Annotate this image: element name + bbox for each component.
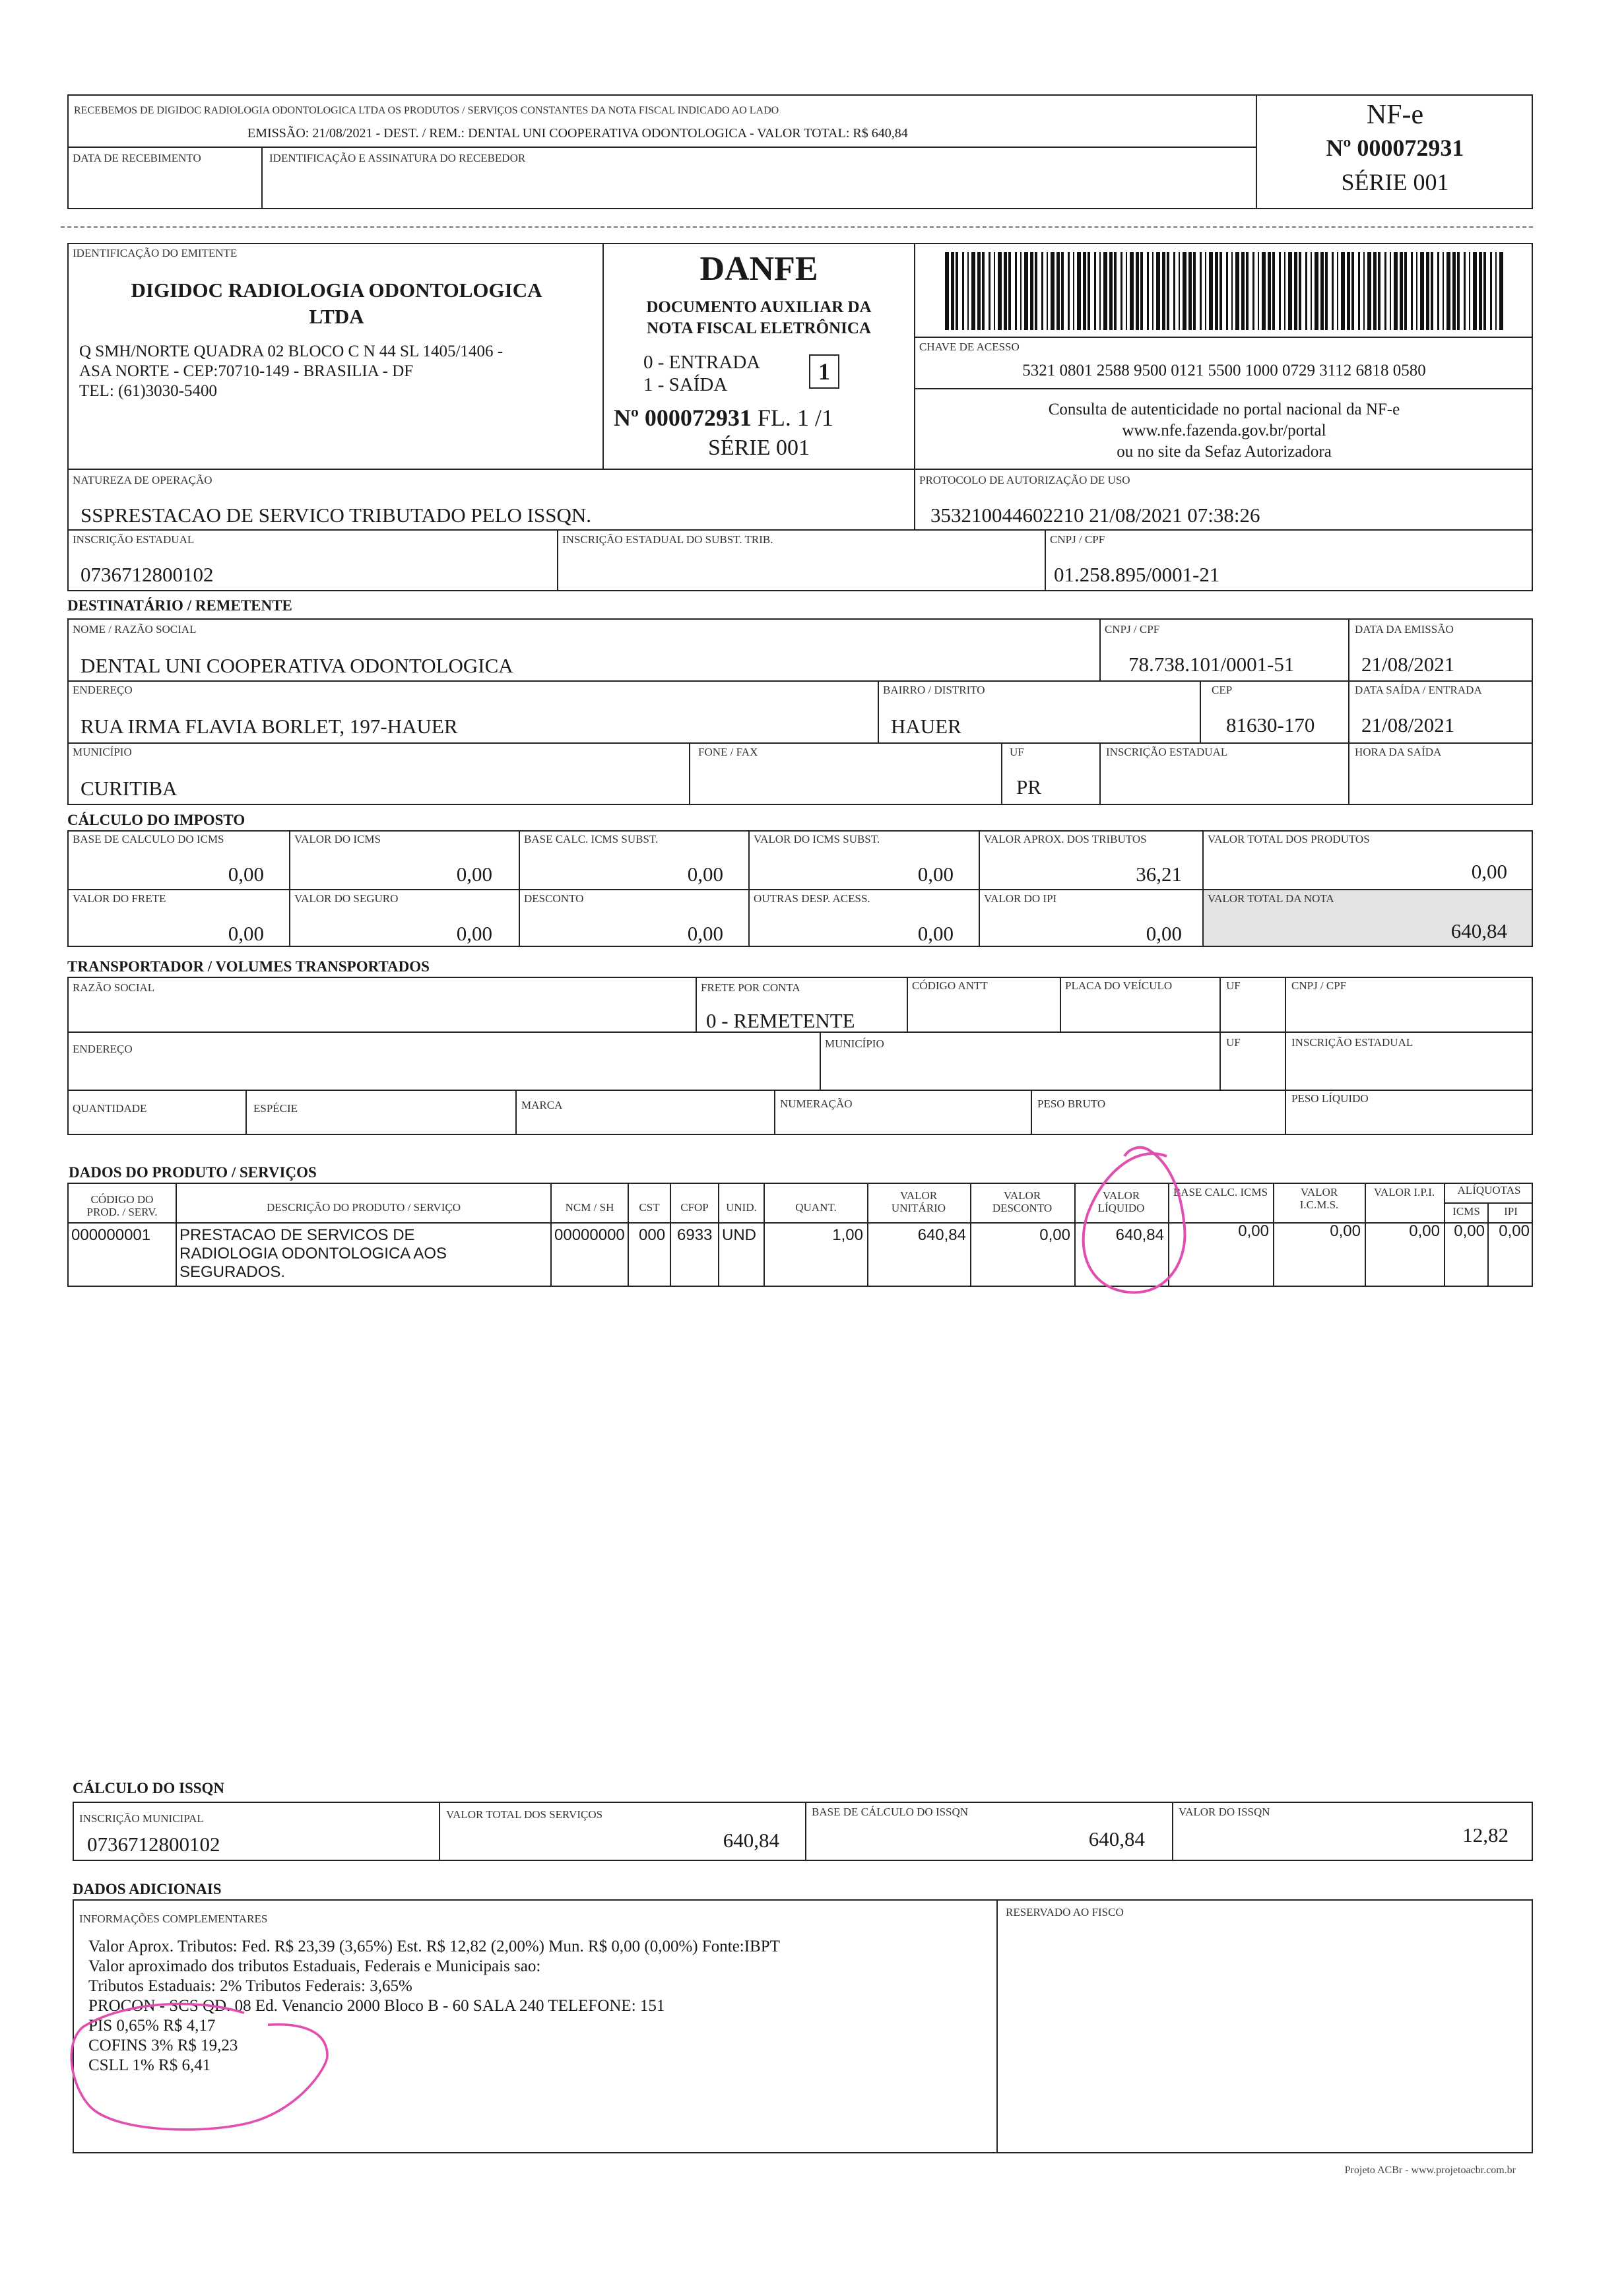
barcode-bar <box>1404 252 1407 330</box>
barcode-bar <box>945 252 949 330</box>
barcode-bar <box>956 252 958 330</box>
barcode-bar <box>1068 252 1070 330</box>
barcode-bar <box>982 252 985 330</box>
th-unitario: VALOR UNITÁRIO <box>891 1189 946 1214</box>
barcode-bar <box>1347 252 1350 330</box>
barcode-bar <box>994 252 995 330</box>
valor-icms-label: VALOR DO ICMS <box>294 833 381 845</box>
barcode-bar <box>1373 252 1377 330</box>
entrada-saida: 0 - ENTRADA 1 - SAÍDA <box>643 352 761 395</box>
transportador-section: TRANSPORTADOR / VOLUMES TRANSPORTADOS <box>67 958 430 975</box>
barcode-bar <box>1431 252 1433 330</box>
barcode-bar <box>1156 252 1160 330</box>
danfe-subtitle: DOCUMENTO AUXILIAR DA NOTA FISCAL ELETRÔNICA <box>646 298 872 337</box>
dest-bairro-label: BAIRRO / DISTRITO <box>883 684 985 696</box>
imposto-section: CÁLCULO DO IMPOSTO <box>67 812 245 828</box>
dest-cep: 81630-170 <box>1226 713 1315 736</box>
ipi-label: VALOR DO IPI <box>984 892 1057 905</box>
barcode-bar <box>1479 252 1482 330</box>
item-liquido: 640,84 <box>1115 1226 1164 1244</box>
item-desconto: 0,00 <box>1039 1226 1070 1244</box>
barcode-bar <box>1109 252 1113 330</box>
th-cst: CST <box>639 1201 660 1214</box>
tipo-operacao-box: 1 <box>809 354 839 389</box>
protocolo-value: 353210044602210 21/08/2021 07:38:26 <box>930 504 1260 527</box>
cut-line <box>61 226 1533 228</box>
barcode-bar <box>1061 252 1064 330</box>
emitente-name: DIGIDOC RADIOLOGIA ODONTOLOGICA LTDA <box>131 278 542 328</box>
barcode-bar <box>971 252 975 330</box>
nfe-serie: SÉRIE 001 <box>1341 169 1449 195</box>
barcode-bar <box>1363 252 1365 330</box>
barcode-bar <box>1130 252 1134 330</box>
barcode-bar <box>1469 252 1470 330</box>
issqn-section: CÁLCULO DO ISSQN <box>73 1780 225 1796</box>
assinatura-label: IDENTIFICAÇÃO E ASSINATURA DO RECEBEDOR <box>269 152 526 164</box>
barcode-bar <box>1311 252 1312 330</box>
barcode-bar <box>1268 252 1271 330</box>
valor-icms-value: 0,00 <box>456 863 492 886</box>
emitente-address: Q SMH/NORTE QUADRA 02 BLOCO C N 44 SL 1405/1406 - ASA NORTE - CEP:70710-149 - BRASILIA - DF TEL: (61)3030-5400 <box>79 343 503 400</box>
dest-endereco: RUA IRMA FLAVIA BORLET, 197-HAUER <box>81 715 458 738</box>
dest-hora-label: HORA DA SAÍDA <box>1355 746 1442 758</box>
dest-nome-label: NOME / RAZÃO SOCIAL <box>73 623 197 636</box>
outras-label: OUTRAS DESP. ACESS. <box>754 892 870 905</box>
base-st-label: BASE CALC. ICMS SUBST. <box>524 833 659 845</box>
adicionais-section: DADOS ADICIONAIS <box>73 1881 222 1897</box>
barcode-bar <box>1378 252 1380 330</box>
th-codigo: CÓDIGO DO PROD. / SERV. <box>86 1193 158 1218</box>
barcode-bar <box>1200 252 1202 330</box>
barcode-bar <box>1140 252 1143 330</box>
transp-placa-label: PLACA DO VEÍCULO <box>1065 979 1173 992</box>
barcode-bar <box>1416 252 1417 330</box>
barcode-bar <box>1443 252 1444 330</box>
barcode-bar <box>1047 252 1048 330</box>
nfe-numero: Nº 000072931 <box>1326 135 1464 161</box>
barcode-bar <box>1077 252 1081 330</box>
frete-label: VALOR DO FRETE <box>73 892 166 905</box>
barcode-bar <box>1258 252 1259 330</box>
barcode-bar <box>1367 252 1371 330</box>
item-vicms: 0,00 <box>1330 1222 1361 1240</box>
dest-bairro: HAUER <box>891 715 961 738</box>
dest-cep-label: CEP <box>1212 684 1233 696</box>
barcode-bar <box>1173 252 1175 330</box>
th-vicms: VALOR I.C.M.S. <box>1299 1186 1339 1211</box>
canhoto-emissao: EMISSÃO: 21/08/2021 - DEST. / REM.: DENTAL UNI COOPERATIVA ODONTOLOGICA - VALOR TOTAL: R$ 640,84 <box>247 126 908 141</box>
transp-peso-liquido-label: PESO LÍQUIDO <box>1291 1092 1369 1105</box>
barcode-bar <box>1152 252 1153 330</box>
barcode-bar <box>1390 252 1391 330</box>
outras-value: 0,00 <box>917 922 954 945</box>
item-ncm: 00000000 <box>554 1226 625 1244</box>
dest-endereco-label: ENDEREÇO <box>73 684 133 696</box>
barcode-bar <box>1490 252 1492 330</box>
transp-municipio-label: MUNICÍPIO <box>825 1037 884 1050</box>
destinatario-section: DESTINATÁRIO / REMETENTE <box>67 597 292 614</box>
seguro-label: VALOR DO SEGURO <box>294 892 399 905</box>
base-icms-value: 0,00 <box>228 863 264 886</box>
barcode-bar <box>1495 252 1497 330</box>
issqn-im: 0736712800102 <box>87 1833 220 1856</box>
barcode-bar <box>1083 252 1086 330</box>
data-recebimento-label: DATA DE RECEBIMENTO <box>73 152 201 164</box>
barcode-bar <box>1252 252 1254 330</box>
base-st-value: 0,00 <box>687 863 723 886</box>
barcode-bar <box>1179 252 1180 330</box>
barcode-bar <box>1305 252 1307 330</box>
issqn-valor-label: VALOR DO ISSQN <box>1179 1806 1270 1818</box>
chave-label: CHAVE DE ACESSO <box>919 341 1020 353</box>
cnpj-value: 01.258.895/0001-21 <box>1054 563 1220 586</box>
canhoto-text: RECEBEMOS DE DIGIDOC RADIOLOGIA ODONTOLOGICA LTDA OS PRODUTOS / SERVIÇOS CONSTANTES DA NOTA FISCAL INDICADO AO LADO <box>74 105 779 116</box>
barcode-bar <box>1483 252 1486 330</box>
aprox-tributos-value: 36,21 <box>1136 863 1182 886</box>
consulta-text: Consulta de autenticidade no portal nacional da NF-e www.nfe.fazenda.gov.br/portal ou no site da Sefaz Autorizadora <box>1048 401 1400 461</box>
dest-nome: DENTAL UNI COOPERATIVA ODONTOLOGICA <box>81 654 513 677</box>
barcode-bar <box>962 252 964 330</box>
barcode-bar <box>1188 252 1192 330</box>
ipi-value: 0,00 <box>1146 922 1182 945</box>
th-aliquotas: ALÍQUOTAS <box>1457 1184 1521 1196</box>
transp-uf-label: UF <box>1226 979 1241 992</box>
barcode-bar <box>1024 252 1028 330</box>
footer-credit: Projeto ACBr - www.projetoacbr.com.br <box>1344 2165 1516 2176</box>
barcode-bar <box>1235 252 1239 330</box>
nfe-label: NF-e <box>1366 100 1424 130</box>
issqn-base: 640,84 <box>1088 1827 1145 1850</box>
barcode-bar <box>1041 252 1043 330</box>
barcode <box>945 252 1506 330</box>
barcode-bar <box>1284 252 1285 330</box>
dest-cnpj-label: CNPJ / CPF <box>1105 623 1160 636</box>
desconto-label: DESCONTO <box>524 892 584 905</box>
barcode-bar <box>1099 252 1101 330</box>
frete-value: 0,00 <box>228 922 264 945</box>
ie-label: INSCRIÇÃO ESTADUAL <box>73 533 195 546</box>
barcode-bar <box>1004 252 1007 330</box>
item-aliq-ipi: 0,00 <box>1499 1222 1530 1240</box>
barcode-bar <box>1205 252 1206 330</box>
th-desconto: VALOR DESCONTO <box>992 1189 1053 1214</box>
issqn-valor: 12,82 <box>1462 1823 1509 1847</box>
barcode-bar <box>1167 252 1169 330</box>
barcode-bar <box>1056 252 1060 330</box>
ie-st-label: INSCRIÇÃO ESTADUAL DO SUBST. TRIB. <box>562 533 773 546</box>
dest-ie-label: INSCRIÇÃO ESTADUAL <box>1106 746 1228 758</box>
barcode-bar <box>967 252 969 330</box>
transp-numeracao-label: NUMERAÇÃO <box>780 1097 853 1110</box>
barcode-bar <box>1400 252 1403 330</box>
barcode-bar <box>1008 252 1011 330</box>
transp-peso-bruto-label: PESO BRUTO <box>1037 1097 1106 1110</box>
th-unid: UNID. <box>726 1201 757 1214</box>
th-cfop: CFOP <box>680 1201 709 1214</box>
dest-saida: 21/08/2021 <box>1361 713 1455 736</box>
barcode-bar <box>1193 252 1196 330</box>
natureza-value: SSPRESTACAO DE SERVICO TRIBUTADO PELO ISSQN. <box>81 504 591 527</box>
barcode-bar <box>989 252 991 330</box>
base-icms-label: BASE DE CALCULO DO ICMS <box>73 833 224 845</box>
dest-emissao: 21/08/2021 <box>1361 653 1455 676</box>
valor-st-label: VALOR DO ICMS SUBST. <box>754 833 880 845</box>
transp-cnpj-label: CNPJ / CPF <box>1291 979 1347 992</box>
issqn-total: 640,84 <box>723 1829 779 1852</box>
barcode-bar <box>1299 252 1301 330</box>
dest-saida-label: DATA SAÍDA / ENTRADA <box>1355 684 1482 696</box>
barcode-bar <box>1226 252 1228 330</box>
item-quant: 1,00 <box>832 1226 863 1244</box>
barcode-bar <box>1073 252 1074 330</box>
barcode-bar <box>1384 252 1386 330</box>
barcode-bar <box>1394 252 1398 330</box>
produtos-section: DADOS DO PRODUTO / SERVIÇOS <box>69 1164 317 1181</box>
issqn-im-label: INSCRIÇÃO MUNICIPAL <box>79 1812 204 1825</box>
barcode-bar <box>1262 252 1266 330</box>
transp-especie-label: ESPÉCIE <box>253 1102 298 1115</box>
dest-uf-label: UF <box>1010 746 1024 758</box>
total-nota-label: VALOR TOTAL DA NOTA <box>1208 892 1334 905</box>
destinatario-box <box>67 618 1533 805</box>
barcode-bar <box>1426 252 1429 330</box>
barcode-bar <box>1294 252 1297 330</box>
barcode-bar <box>951 252 954 330</box>
total-produtos-value: 0,00 <box>1471 860 1507 883</box>
transp-razao-label: RAZÃO SOCIAL <box>73 981 155 994</box>
transp-marca-label: MARCA <box>521 1099 563 1111</box>
total-produtos-label: VALOR TOTAL DOS PRODUTOS <box>1208 833 1370 845</box>
item-vipi: 0,00 <box>1409 1222 1440 1240</box>
dest-cnpj: 78.738.101/0001-51 <box>1128 653 1295 676</box>
transp-antt-label: CÓDIGO ANTT <box>912 979 988 992</box>
barcode-bar <box>1231 252 1233 330</box>
barcode-bar <box>998 252 1002 330</box>
th-descricao: DESCRIÇÃO DO PRODUTO / SERVIÇO <box>267 1201 461 1214</box>
danfe-serie: SÉRIE 001 <box>708 436 810 460</box>
barcode-bar <box>1051 252 1055 330</box>
danfe-title: DANFE <box>699 250 818 288</box>
barcode-bar <box>1147 252 1149 330</box>
th-liquido: VALOR LÍQUIDO <box>1097 1189 1145 1214</box>
reservado-fisco-label: RESERVADO AO FISCO <box>1006 1906 1124 1918</box>
barcode-bar <box>1473 252 1477 330</box>
item-cfop: 6933 <box>677 1226 713 1244</box>
info-complementares-text: Valor Aprox. Tributos: Fed. R$ 23,39 (3,65%) Est. R$ 12,82 (2,00%) Mun. R$ 0,00 (0,00%) Fonte:IBPT Valor aproximado dos tributos Estaduais, Federais e Municipais sao: Tributos Estaduais: 2% Tributos Federais: 3,65% PROCON - SCS QD. 08 Ed. Venancio 2000 Bloco B - 60 SALA 240 TELEFONE: 151 PIS 0,65% R$ 4,17 COFINS 3% R$ 19,23 CSLL 1% R$ 6,41 <box>88 1938 780 2074</box>
th-vipi: VALOR I.P.I. <box>1373 1186 1435 1198</box>
barcode-bar <box>1464 252 1466 330</box>
barcode-bar <box>1499 252 1503 330</box>
info-complementares-label: INFORMAÇÕES COMPLEMENTARES <box>79 1913 268 1925</box>
dest-municipio: CURITIBA <box>81 777 178 800</box>
danfe-numero-folha: Nº 000072931 FL. 1 /1 <box>614 405 833 431</box>
issqn-base-label: BASE DE CÁLCULO DO ISSQN <box>812 1806 969 1818</box>
dest-uf: PR <box>1016 775 1041 799</box>
barcode-bar <box>1411 252 1413 330</box>
item-unid: UND <box>722 1226 756 1244</box>
th-aliq-ipi: IPI <box>1504 1205 1518 1218</box>
valor-st-value: 0,00 <box>917 863 954 886</box>
issqn-total-label: VALOR TOTAL DOS SERVIÇOS <box>446 1808 603 1821</box>
barcode-bar <box>1241 252 1245 330</box>
barcode-bar <box>1103 252 1107 330</box>
barcode-bar <box>1337 252 1338 330</box>
transp-endereco-label: ENDEREÇO <box>73 1043 133 1055</box>
barcode-bar <box>1015 252 1017 330</box>
natureza-label: NATUREZA DE OPERAÇÃO <box>73 474 212 486</box>
barcode-bar <box>1452 252 1456 330</box>
item-cst: 000 <box>639 1226 666 1244</box>
barcode-bar <box>1114 252 1117 330</box>
emitente-label: IDENTIFICAÇÃO DO EMITENTE <box>73 247 238 259</box>
marker-circle-liquido <box>1056 1135 1201 1307</box>
barcode-bar <box>1332 252 1334 330</box>
barcode-bar <box>1209 252 1213 330</box>
barcode-bar <box>1215 252 1218 330</box>
barcode-bar <box>1126 252 1127 330</box>
th-quant: QUANT. <box>795 1201 837 1214</box>
barcode-bar <box>1358 252 1360 330</box>
transp-frete: 0 - REMETENTE <box>706 1009 855 1032</box>
barcode-bar <box>1351 252 1354 330</box>
barcode-bar <box>1420 252 1424 330</box>
seguro-value: 0,00 <box>456 922 492 945</box>
barcode-bar <box>1219 252 1222 330</box>
item-aliq-icms: 0,00 <box>1454 1222 1485 1240</box>
barcode-bar <box>977 252 981 330</box>
dest-fone-label: FONE / FAX <box>698 746 758 758</box>
marker-circle-tributos <box>66 1996 330 2155</box>
item-base: 0,00 <box>1238 1222 1269 1240</box>
desconto-value: 0,00 <box>687 922 723 945</box>
aprox-tributos-label: VALOR APROX. DOS TRIBUTOS <box>984 833 1147 845</box>
transp-ie-label: INSCRIÇÃO ESTADUAL <box>1291 1036 1413 1049</box>
protocolo-label: PROTOCOLO DE AUTORIZAÇÃO DE USO <box>919 474 1130 486</box>
th-aliq-icms: ICMS <box>1452 1205 1480 1218</box>
barcode-bar <box>1246 252 1249 330</box>
item-unitario: 640,84 <box>917 1226 966 1244</box>
barcode-bar <box>1162 252 1165 330</box>
dest-emissao-label: DATA DA EMISSÃO <box>1355 623 1454 636</box>
barcode-bar <box>1094 252 1096 330</box>
inscricoes-row <box>67 531 1533 591</box>
cnpj-label: CNPJ / CPF <box>1050 533 1105 546</box>
barcode-bar <box>1030 252 1033 330</box>
barcode-bar <box>1341 252 1345 330</box>
item-codigo: 000000001 <box>71 1226 151 1244</box>
barcode-bar <box>1183 252 1186 330</box>
barcode-bar <box>1325 252 1328 330</box>
barcode-bar <box>1315 252 1318 330</box>
barcode-bar <box>1288 252 1292 330</box>
barcode-bar <box>1020 252 1022 330</box>
th-ncm: NCM / SH <box>565 1201 614 1214</box>
item-descricao: PRESTACAO DE SERVICOS DE RADIOLOGIA ODONTOLOGICA AOS SEGURADOS. <box>179 1226 447 1281</box>
barcode-bar <box>1088 252 1090 330</box>
barcode-bar <box>1121 252 1122 330</box>
barcode-bar <box>1136 252 1139 330</box>
transp-uf2-label: UF <box>1226 1036 1241 1049</box>
transp-frete-label: FRETE POR CONTA <box>701 981 800 994</box>
ie-value: 0736712800102 <box>81 563 214 586</box>
barcode-bar <box>1457 252 1460 330</box>
th-base: BASE CALC. ICMS <box>1173 1186 1268 1198</box>
transp-quantidade-label: QUANTIDADE <box>73 1102 147 1115</box>
total-nota-value: 640,84 <box>1450 919 1507 942</box>
dest-municipio-label: MUNICÍPIO <box>73 746 132 758</box>
barcode-bar <box>1279 252 1281 330</box>
barcode-bar <box>1272 252 1275 330</box>
barcode-bar <box>1446 252 1450 330</box>
barcode-bar <box>1035 252 1037 330</box>
barcode-bar <box>1437 252 1439 330</box>
chave-value: 5321 0801 2588 9500 0121 5500 1000 0729 3112 6818 0580 <box>1022 362 1426 379</box>
barcode-bar <box>1320 252 1324 330</box>
